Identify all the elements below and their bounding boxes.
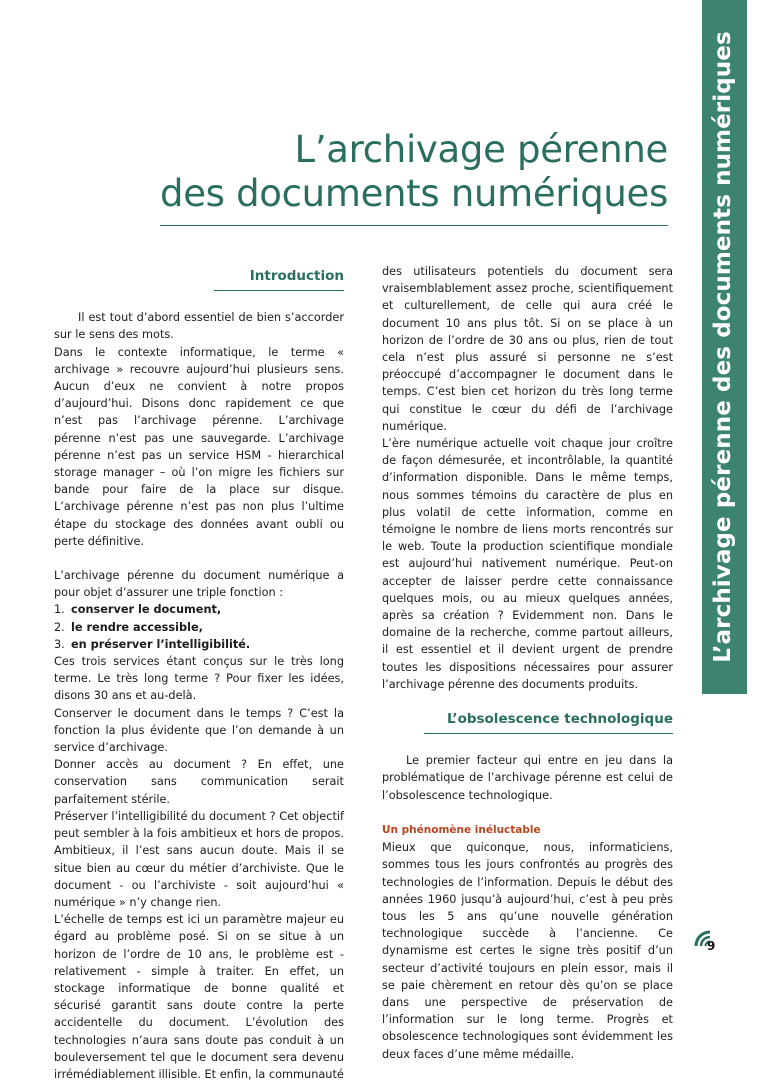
- paragraph: Mieux que quiconque, nous, informaticiens, sommes tous les jours confrontés au progrès des technologies de l’information. Depuis le début des années 1960 jusqu’à aujourd’hui, c’est à peu près tous les 5 ans qu’une nouvelle génération technologique succède à l’ancienne. Ce dynamisme est certes le signe très positif d’un secteur d’activité toujours en plein essor, mais il se paie chèrement en retour dès qu’on se place dans une perspective de préservation de l’information sur le long terme. Progrès et obsolescence technologiques sont évidemment les deux faces d’une même médaille.: [382, 841, 673, 1061]
- paragraph: des utilisateurs potentiels du document sera vraisemblablement assez proche, scientifiquement et culturellement, de celle qui aura créé le document 10 ans plus tôt. Si on se place à un horizon de l’ordre de 30 ans ou plus, rien de tout cela n’est plus assuré si personne ne s’est préoccupé d’accompagner le document dans le temps. C’est bien cet horizon du très long terme qui constitue le cœur du défi de l’archivage numérique.: [382, 265, 673, 433]
- list-item: [54, 619, 344, 636]
- list-item: [54, 636, 344, 653]
- paragraph: Conserver le document dans le temps ? C’est la fonction la plus évidente que l’on demande à un service d’archivage.: [54, 706, 344, 755]
- paragraph: L’échelle de temps est ici un paramètre majeur eu égard au problème posé. Si on se situe à un horizon de l’ordre de 10 ans, le problème est - relativement - simple à traiter. En effet, un stockage informatique de bonne qualité et sécurisé garantit sans doute contre la perte accidentelle du document. L’évolution des technologies n’aura sans doute pas conduit à un bouleversement tel que le document sera devenu irrémédiablement illisible. Et enfin, la communauté: [54, 913, 344, 1081]
- title-rule: [160, 225, 668, 226]
- section-heading: L’obsolescence technologique: [424, 711, 673, 734]
- page-number: [690, 926, 730, 966]
- page-title-line-1: L’archivage pérenne: [294, 128, 668, 171]
- paragraph: Il est tout d’abord essentiel de bien s’accorder sur le sens des mots.: [54, 311, 344, 342]
- paragraph: Donner accès au document ? En effet, une conservation sans communication serait parfaitement stérile.: [54, 758, 344, 806]
- intro-heading: Introduction: [214, 268, 344, 291]
- list-text: le rendre accessible,: [71, 620, 203, 634]
- list-text: conserver le document,: [71, 603, 222, 617]
- paragraph: Ces trois services étant conçus sur le très long terme. Le très long terme ? Pour fixer les idées, disons 30 ans et au-delà.: [54, 655, 344, 703]
- paragraph: L’archivage pérenne du document numérique a pour objet d’assurer une triple fonction :: [54, 569, 344, 600]
- page-number-text: 9: [707, 939, 716, 953]
- subsection-heading: Un phénomène inéluctable: [382, 823, 541, 836]
- paragraph: L’ère numérique actuelle voit chaque jour croître de façon démesurée, et incontrôlable, la quantité d’information disponible. Dans le même temps, nous sommes témoins du caractère de plus en plus volatil de cette information, comme en témoigne le nombre de liens morts rencontrés sur le web. Toute la production scientifique mondiale est aujourd’hui nativement numérique. Peut-on accepter de laisser perdre cette connaissance quelques mois, ou au mieux quelques années, après sa création ? Evidemment non. Dans le domaine de la recherche, comme partout ailleurs, il est essentiel et il devient urgent de prendre toutes les dispositions nécessaires pour assurer l’archivage pérenne des documents produits.: [382, 437, 673, 691]
- side-title: L’archivage pérenne des documents numériques: [710, 31, 736, 663]
- left-column: [54, 268, 344, 1083]
- list-number: 3.: [54, 637, 65, 651]
- list-number: 1.: [54, 603, 65, 617]
- paragraph: Dans le contexte informatique, le terme « archivage » recouvre aujourd’hui plusieurs sens. Aucun d’eux ne convient à notre propos d’aujourd’hui. Disons donc rapidement ce que n’est pas l’archivage pérenne. L’archivage pérenne n’est pas une sauvegarde. L’archivage pérenne n’est pas un service HSM - hierarchical storage manager – où l’on migre les fichiers sur bande pour faire de la place sur disque. L’archivage pérenne n’est pas non plus l’ultime étape du stockage des données avant oubli ou perte définitive.: [54, 345, 344, 548]
- list-item: [54, 601, 344, 618]
- page-title: [160, 128, 668, 216]
- list-number: 2.: [54, 620, 65, 634]
- right-column: [382, 263, 673, 1063]
- list-text: en préserver l’intelligibilité.: [71, 637, 251, 651]
- paragraph: Le premier facteur qui entre en jeu dans la problématique de l’archivage pérenne est celui de l’obsolescence technologique.: [382, 754, 673, 802]
- paragraph: Préserver l’intelligibilité du document ? Cet objectif peut sembler à la fois ambitieux et hors de propos. Ambitieux, il l’est sans aucun doute. Mais il se situe bien au cœur du métier d’archiviste. Que le document - ou l’archiviste - soit aujourd’hui « numérique » n’y change rien.: [54, 809, 344, 909]
- page-title-line-2: des documents numériques: [160, 172, 668, 215]
